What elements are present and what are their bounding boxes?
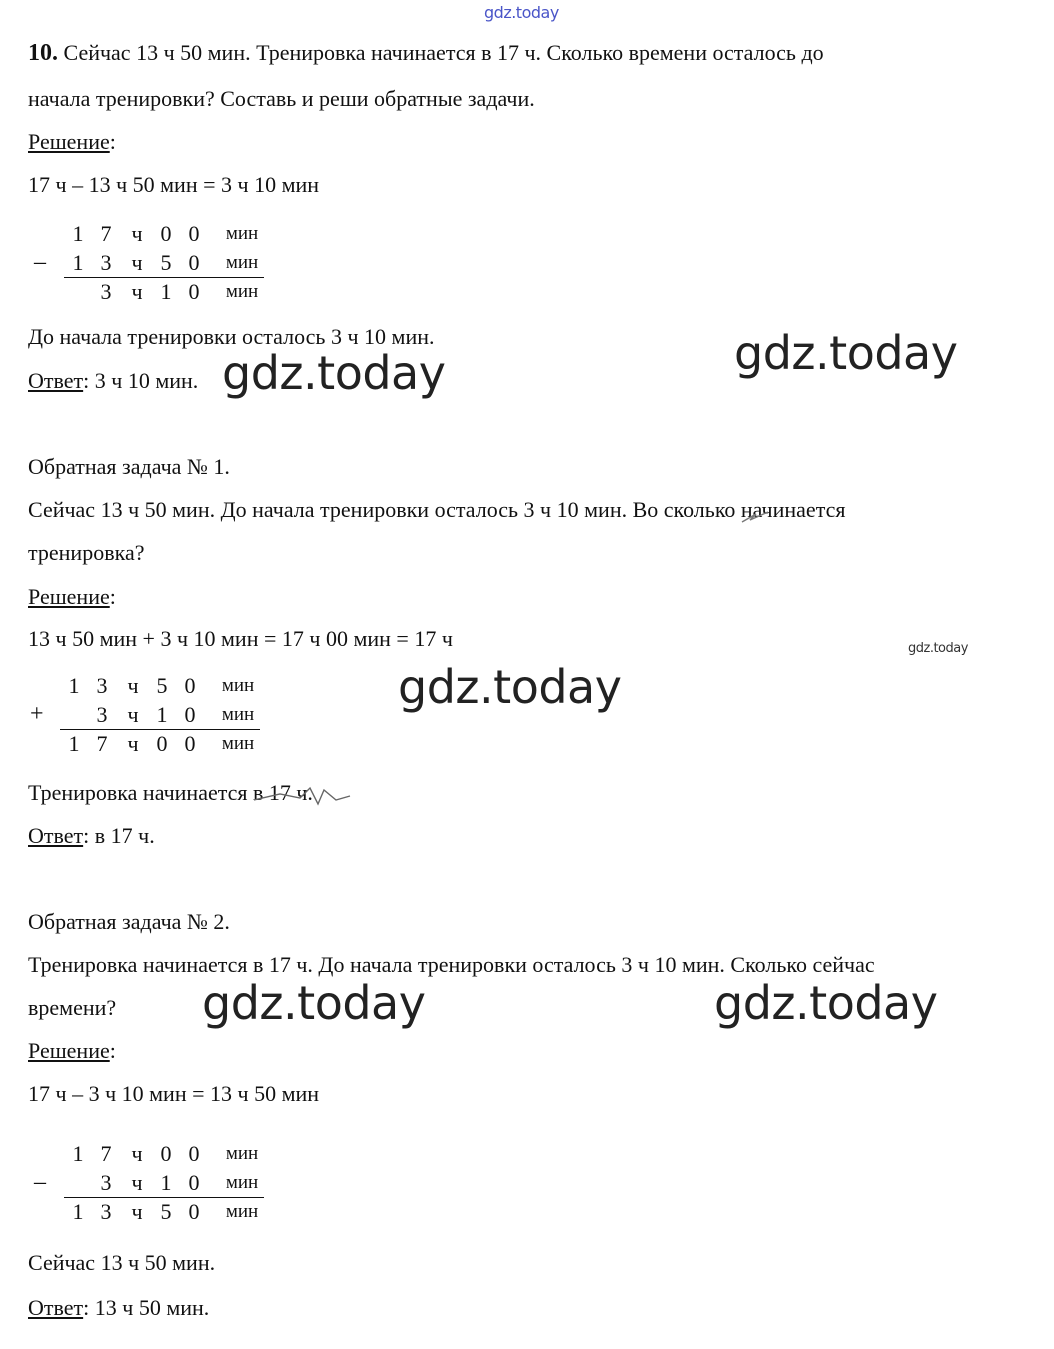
calc-cell: ч (127, 702, 139, 727)
calc-cell: 0 (156, 731, 168, 756)
column-calc-inverse1 (30, 672, 270, 762)
inverse1-solution-label: Решение: (28, 584, 116, 609)
calc-cell: мин (225, 252, 259, 273)
inverse1-text-line1: Сейчас 13 ч 50 мин. До начала тренировки осталось 3 ч 10 мин. Во сколько начинается (28, 497, 846, 522)
main-conclusion: До начала тренировки осталось 3 ч 10 мин. (28, 324, 435, 349)
calc-cell: 1 (72, 250, 84, 275)
calc-cell: мин (225, 1143, 259, 1164)
calc-cell: 3 (96, 702, 108, 727)
watermark-top: gdz.today (484, 3, 559, 22)
calc-cell: 1 (68, 731, 80, 756)
inverse2-conclusion: Сейчас 13 ч 50 мин. (28, 1250, 216, 1275)
calc-cell: мин (225, 281, 259, 302)
calc-cell: 0 (160, 221, 172, 246)
calc-cell: ч (131, 1141, 143, 1166)
calc-cell: 1 (72, 1141, 84, 1166)
calc-cell: 5 (160, 250, 172, 275)
calc-cell: 0 (184, 731, 196, 756)
calc-cell: 0 (188, 1141, 200, 1166)
calc-cell: 7 (100, 221, 112, 246)
watermark-2: gdz.today (222, 346, 446, 400)
calc-cell: 7 (100, 1141, 112, 1166)
calc-cell: мин (225, 223, 259, 244)
calc-cell: 3 (100, 1170, 112, 1195)
calc-cell: мин (221, 704, 255, 725)
calc-cell: 0 (188, 250, 200, 275)
calc-cell: 3 (96, 673, 108, 698)
calc-cell: 1 (156, 702, 168, 727)
inverse2-text-line1: Тренировка начинается в 17 ч. До начала тренировки осталось 3 ч 10 мин. Сколько сейчас (28, 952, 875, 977)
calc-cell: 1 (160, 279, 172, 304)
calc-cell: 3 (100, 250, 112, 275)
inverse1-title: Обратная задача № 1. (28, 454, 230, 479)
calc-cell: ч (127, 731, 139, 756)
calc-rule (60, 729, 260, 730)
inverse2-equation: 17 ч – 3 ч 10 мин = 13 ч 50 мин (28, 1081, 320, 1106)
inverse1-conclusion: Тренировка начинается в 17 ч. (28, 780, 313, 805)
solution-label: Решение: (28, 129, 116, 154)
calc-cell: ч (131, 1170, 143, 1195)
watermark-5: gdz.today (714, 976, 938, 1030)
calc-rule (64, 277, 264, 278)
calc-cell: мин (225, 1172, 259, 1193)
inverse2-solution-label: Решение: (28, 1038, 116, 1063)
problem-statement-line2: начала тренировки? Составь и реши обратные задачи. (28, 86, 535, 111)
calc-cell: мин (221, 733, 255, 754)
watermark-3: gdz.today (398, 660, 622, 714)
watermark-4: gdz.today (202, 976, 426, 1030)
calc-cell: 1 (68, 673, 80, 698)
calc-cell: ч (131, 1199, 143, 1224)
inverse1-equation: 13 ч 50 мин + 3 ч 10 мин = 17 ч 00 мин = 17 ч (28, 626, 453, 651)
calc-cell: 0 (160, 1141, 172, 1166)
calc-cell: 0 (184, 702, 196, 727)
inverse2-answer: Ответ: 13 ч 50 мин. (28, 1295, 210, 1320)
calc-cell: 7 (96, 731, 108, 756)
main-answer: Ответ: 3 ч 10 мин. (28, 368, 199, 393)
calc-cell: ч (131, 250, 143, 275)
calc-operator: – (34, 1169, 46, 1195)
calc-cell: 3 (100, 279, 112, 304)
calc-cell: ч (131, 279, 143, 304)
calc-cell: 0 (188, 279, 200, 304)
calc-cell: 3 (100, 1199, 112, 1224)
calc-cell: 5 (156, 673, 168, 698)
calc-cell: 0 (188, 1170, 200, 1195)
calc-cell: ч (131, 221, 143, 246)
column-calc-inverse2 (34, 1140, 284, 1232)
calc-cell: мин (225, 1201, 259, 1222)
problem-text-line1: Сейчас 13 ч 50 мин. Тренировка начинается в 17 ч. Сколько времени осталось до (63, 40, 824, 65)
column-calc-main (34, 220, 274, 310)
calc-cell: 5 (160, 1199, 172, 1224)
calc-cell: 0 (188, 221, 200, 246)
calc-cell: мин (221, 675, 255, 696)
calc-operator: – (34, 249, 46, 275)
calc-cell: 0 (184, 673, 196, 698)
watermark-small: gdz.today (908, 641, 968, 656)
problem-number: 10. (28, 40, 58, 66)
inverse1-text-line2: тренировка? (28, 540, 145, 565)
problem-statement-line1 (28, 40, 824, 66)
calc-cell: 1 (160, 1170, 172, 1195)
calc-cell: 1 (72, 1199, 84, 1224)
main-equation: 17 ч – 13 ч 50 мин = 3 ч 10 мин (28, 172, 320, 197)
inverse1-answer: Ответ: в 17 ч. (28, 823, 155, 848)
calc-cell: ч (127, 673, 139, 698)
inverse2-text-line2: времени? (28, 995, 117, 1020)
calc-operator: + (30, 701, 44, 727)
calc-rule (64, 1197, 264, 1198)
calc-cell: 1 (72, 221, 84, 246)
watermark-1: gdz.today (734, 326, 958, 380)
inverse2-title: Обратная задача № 2. (28, 909, 230, 934)
calc-cell: 0 (188, 1199, 200, 1224)
